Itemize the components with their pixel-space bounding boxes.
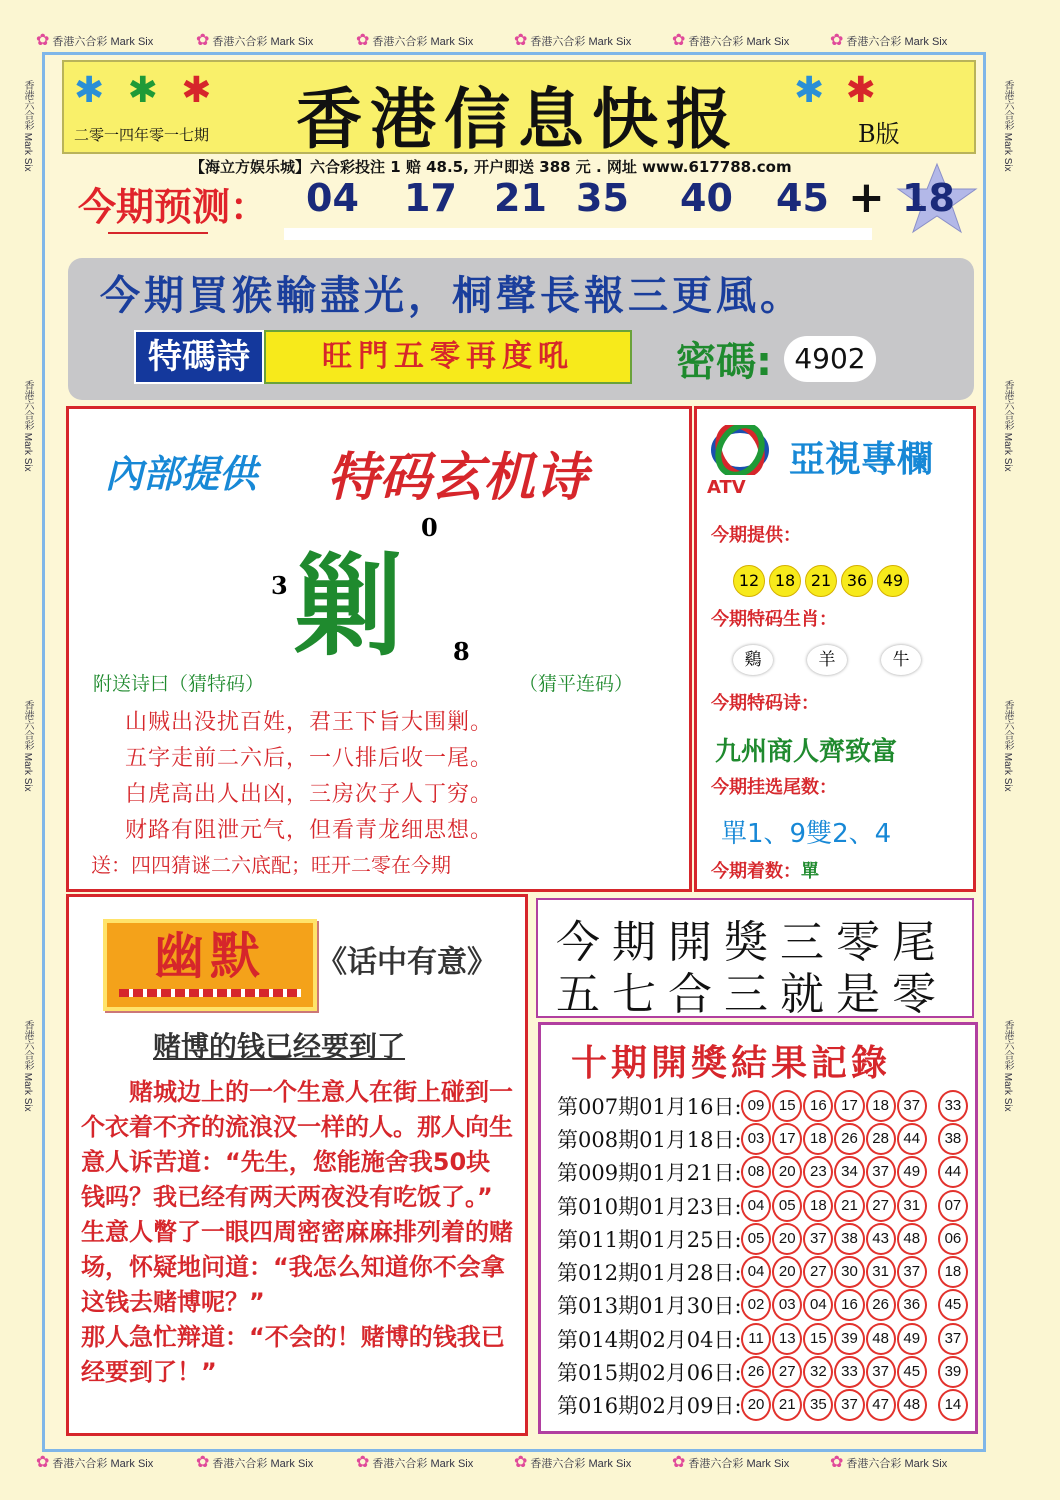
watermark: ✿ 香港六合彩 Mark Six [196,1454,314,1471]
result-special-ball: 33 [938,1090,968,1122]
results-title: 十期開獎結果記錄 [571,1043,892,1084]
result-ball: 38 [834,1223,864,1255]
result-special-ball: 45 [938,1289,968,1321]
result-ball: 21 [772,1389,802,1421]
atv-provide-label: 今期提供： [711,525,801,546]
watermark: ✿ 香港六合彩 Mark Six [196,32,314,49]
pred-number: 04 [306,176,359,220]
result-ball: 37 [866,1156,896,1188]
result-ball: 18 [866,1090,896,1122]
result-ball: 15 [772,1090,802,1122]
poem-line: 财路有阻泄元气，但看青龙细思想。 [125,818,494,843]
atv-zodiac [733,645,955,675]
result-ball: 27 [803,1256,833,1288]
result-ball: 37 [803,1223,833,1255]
result-ball: 48 [866,1323,896,1355]
result-ball: 26 [834,1123,864,1155]
humor-paragraph: 赌城边上的一个生意人在街上碰到一个衣着不齐的流浪汉一样的人。那人向生意人诉苦道：“先生，您能施舍我50块钱吗？我已经有两天两夜没有吃饭了。” [81,1078,513,1211]
result-ball: 48 [897,1389,927,1421]
verse-banner [68,258,974,400]
result-row [557,1089,969,1122]
badge-decoration [119,989,301,997]
watermark: ✿ 香港六合彩 Mark Six [514,1454,632,1471]
riddle-extra: 送：四四猜谜二六底配；旺开二零在今期 [91,853,451,877]
verse-text: 今期買猴輸盡光，桐聲長報三更風。 [100,272,804,319]
result-ball: 20 [772,1256,802,1288]
riddle-heading-left: 內部提供 [105,452,258,496]
result-ball: 43 [866,1223,896,1255]
riddle-note-left: 附送诗曰（猜特码） [93,673,265,695]
result-label: 第015期02月06日: [557,1361,742,1386]
poem-line: 山贼出没扰百姓，君王下旨大围剿。 [125,710,494,735]
result-ball: 31 [866,1256,896,1288]
result-special-ball: 37 [938,1323,968,1355]
result-ball: 17 [834,1090,864,1122]
result-ball: 20 [741,1389,771,1421]
number-ball: 36 [841,565,873,597]
result-row [557,1255,969,1288]
result-label: 第008期01月18日: [557,1127,742,1152]
result-ball: 03 [741,1123,771,1155]
result-ball: 33 [834,1356,864,1388]
prediction-numbers [306,172,976,236]
result-ball: 20 [772,1156,802,1188]
atv-logo-icon [709,425,771,475]
header-banner [62,60,976,158]
watermark: ✿ 香港六合彩 Mark Six [830,32,948,49]
result-label: 第009期01月21日: [557,1161,742,1186]
watermark-left-3: 香港六合彩 Mark Six [22,700,33,792]
result-row [557,1355,969,1388]
pred-number: 35 [576,176,629,220]
atv-poem-label: 今期特码诗： [711,693,819,714]
humor-box [66,894,528,1436]
result-ball: 31 [897,1190,927,1222]
result-special-ball: 39 [938,1356,968,1388]
poem-label: 特碼詩 [134,330,264,384]
result-ball: 08 [741,1156,771,1188]
atv-tail-label: 今期挂选尾数： [711,777,837,798]
watermark: ✿ 香港六合彩 Mark Six [36,32,154,49]
result-special-ball: 06 [938,1223,968,1255]
watermark-left-4: 香港六合彩 Mark Six [22,1020,33,1112]
flower-icon: ✱ [74,70,105,111]
watermark-left-2: 香港六合彩 Mark Six [22,380,33,472]
edition-label: B版 [858,120,900,148]
draw-hint-line: 五七合三就是零 [556,969,948,1020]
result-ball: 21 [834,1190,864,1222]
result-ball: 04 [803,1289,833,1321]
result-label: 第012期01月28日: [557,1261,742,1286]
result-ball: 36 [897,1289,927,1321]
result-label: 第010期01月23日: [557,1194,742,1219]
pred-number: 17 [404,176,457,220]
poem-text: 旺門五零再度吼 [264,330,632,384]
result-ball: 34 [834,1156,864,1188]
poem-line: 白虎高出人出凶，三房次子人丁穷。 [125,782,494,807]
riddle-digit: 8 [453,637,470,666]
atv-parity-label [711,857,819,883]
result-ball: 32 [803,1356,833,1388]
result-ball: 04 [741,1256,771,1288]
humor-badge [103,919,317,1011]
result-ball: 47 [866,1389,896,1421]
code-label: 密碼: [676,339,772,385]
atv-title: 亞視專欄 [789,438,934,480]
result-ball: 15 [803,1323,833,1355]
zodiac-badge: 羊 [807,645,847,675]
flower-icon: ✱ [845,70,876,111]
result-ball: 35 [803,1389,833,1421]
number-ball: 21 [805,565,837,597]
prediction-label: 今期预测： [78,185,269,229]
result-special-ball: 07 [938,1190,968,1222]
riddle-digit: 3 [271,571,288,600]
result-special-ball: 44 [938,1156,968,1188]
result-row [557,1222,969,1255]
number-ball: 12 [733,565,765,597]
atv-tail: 單1、9雙2、4 [721,819,892,849]
result-ball: 37 [866,1356,896,1388]
zodiac-badge: 牛 [881,645,921,675]
draw-hint-box [536,898,974,1018]
result-ball: 20 [772,1223,802,1255]
watermark: ✿ 香港六合彩 Mark Six [356,32,474,49]
result-ball: 11 [741,1323,771,1355]
results-box [538,1022,978,1434]
result-ball: 09 [741,1090,771,1122]
result-row [557,1122,969,1155]
result-row [557,1156,969,1189]
result-label: 第011期01月25日: [557,1227,742,1252]
result-ball: 04 [741,1190,771,1222]
flower-icon: ✱ [127,70,158,111]
poem-line: 五字走前二六后，一八排后收一尾。 [125,746,494,771]
result-label: 第007期01月16日: [557,1094,742,1119]
result-ball: 16 [834,1289,864,1321]
result-row [557,1289,969,1322]
result-ball: 18 [803,1123,833,1155]
result-ball: 49 [897,1323,927,1355]
special-number: 18 [902,176,955,220]
atv-parity-label-text: 今期着数： [711,861,801,882]
humor-paragraph: 生意人瞥了一眼四周密密麻麻排列着的赌场，怀疑地问道：“我怎么知道你不会拿这钱去赌博呢？” [81,1218,513,1316]
result-ball: 44 [897,1123,927,1155]
atv-parity: 單 [801,861,819,882]
pred-number: 21 [494,176,547,220]
watermark-right-3: 香港六合彩 Mark Six [1002,700,1013,792]
riddle-character: 剿 [293,543,403,671]
result-row [557,1322,969,1355]
pred-number: 40 [680,176,733,220]
result-ball: 39 [834,1323,864,1355]
number-ball: 18 [769,565,801,597]
result-ball: 30 [834,1256,864,1288]
result-ball: 18 [803,1190,833,1222]
number-ball: 49 [877,565,909,597]
draw-hint-line: 今期開獎三零尾 [556,917,948,968]
issue-number: 二零一四年零一七期 [74,126,210,144]
result-row [557,1389,969,1422]
watermark-right-1: 香港六合彩 Mark Six [1002,80,1013,172]
result-ball: 37 [897,1090,927,1122]
riddle-heading-right: 特码玄机诗 [327,447,588,508]
plus-sign: + [848,172,885,223]
riddle-digit: 0 [421,513,438,542]
watermark-right-2: 香港六合彩 Mark Six [1002,380,1013,472]
atv-poem: 九州商人齊致富 [715,737,898,767]
result-ball: 37 [897,1256,927,1288]
result-special-ball: 18 [938,1256,968,1288]
flower-icon: ✱ [794,70,825,111]
result-ball: 05 [741,1223,771,1255]
humor-title: 赌博的钱已经要到了 [153,1030,406,1063]
result-ball: 03 [772,1289,802,1321]
result-ball: 48 [897,1223,927,1255]
result-ball: 49 [897,1156,927,1188]
watermark-left-1: 香港六合彩 Mark Six [22,80,33,172]
atv-box [694,406,976,892]
result-ball: 37 [834,1389,864,1421]
result-ball: 26 [866,1289,896,1321]
result-ball: 45 [897,1356,927,1388]
divider [108,232,208,234]
pred-number: 45 [776,176,829,220]
watermark: ✿ 香港六合彩 Mark Six [36,1454,154,1471]
riddle-poem [125,705,493,849]
result-ball: 13 [772,1323,802,1355]
code-value: 4902 [784,336,876,382]
result-special-ball: 14 [938,1389,968,1421]
result-row [557,1189,969,1222]
result-special-ball: 38 [938,1123,968,1155]
result-label: 第014期02月04日: [557,1327,742,1352]
flower-icons-right [794,70,876,111]
riddle-note-right: （猜平连码） [519,673,634,695]
results-table [557,1089,969,1422]
result-label: 第013期01月30日: [557,1294,742,1319]
watermark: ✿ 香港六合彩 Mark Six [672,32,790,49]
atv-logo-text: ATV [707,477,746,498]
watermark: ✿ 香港六合彩 Mark Six [672,1454,790,1471]
result-ball: 05 [772,1190,802,1222]
flower-icon: ✱ [181,70,212,111]
flower-icons [74,70,211,111]
result-ball: 27 [772,1356,802,1388]
result-ball: 27 [866,1190,896,1222]
humor-badge-text: 幽默 [154,927,266,985]
result-label: 第016期02月09日: [557,1394,742,1419]
result-ball: 02 [741,1289,771,1321]
humor-subtitle: 《话中有意》 [317,945,497,980]
atv-zodiac-label: 今期特码生肖： [711,609,837,630]
result-ball: 26 [741,1356,771,1388]
humor-body [81,1075,513,1390]
result-ball: 23 [803,1156,833,1188]
result-ball: 28 [866,1123,896,1155]
page-title: 香港信息快报 [296,80,740,158]
result-ball: 16 [803,1090,833,1122]
watermark: ✿ 香港六合彩 Mark Six [514,32,632,49]
result-ball: 17 [772,1123,802,1155]
watermark: ✿ 香港六合彩 Mark Six [830,1454,948,1471]
watermark: ✿ 香港六合彩 Mark Six [356,1454,474,1471]
atv-provide-numbers [733,565,913,597]
zodiac-badge: 鷄 [733,645,773,675]
ad-line: 【海立方娱乐城】六合彩投注 1 赔 48.5, 开户即送 388 元 . 网址 www.617788.com [190,158,792,176]
riddle-box [66,406,692,892]
watermark-right-4: 香港六合彩 Mark Six [1002,1020,1013,1112]
humor-paragraph: 那人急忙辩道：“不会的！赌博的钱我已经要到了！” [81,1323,505,1386]
